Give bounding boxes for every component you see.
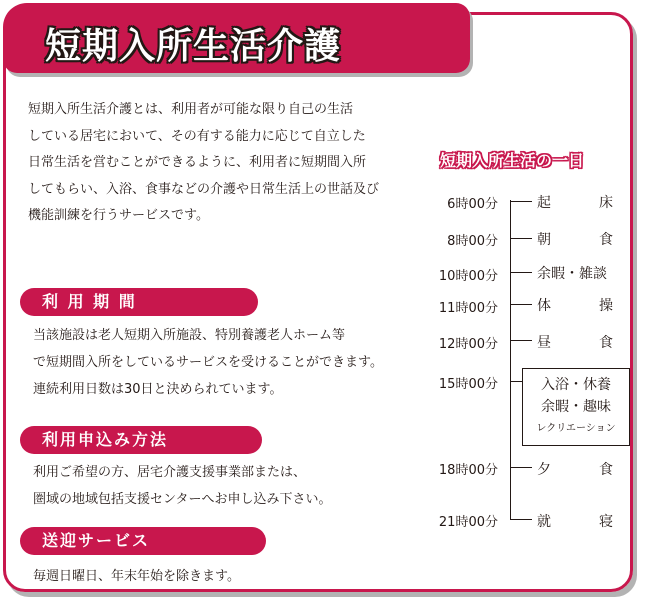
activity-line: 入浴・休養 (541, 377, 611, 393)
schedule-title: 短期入所生活の一日 (440, 151, 585, 170)
schedule-time: 8時00分 (447, 234, 498, 249)
section-body-transport (33, 563, 240, 590)
activity-char: 起 (537, 195, 551, 211)
activity-char: 操 (599, 298, 613, 314)
schedule-time: 11時00分 (438, 301, 498, 316)
timeline-tick (510, 201, 532, 202)
section-heading-transport: 送迎サービス (20, 527, 266, 555)
section-heading-application: 利用申込み方法 (20, 426, 262, 454)
title-banner (3, 3, 470, 73)
activity-char: 体 (537, 298, 551, 314)
schedule-activity-box (522, 368, 630, 446)
schedule-activity (537, 459, 613, 479)
timeline-tick (510, 272, 532, 273)
timeline-tick (510, 467, 532, 468)
timeline-tick (510, 304, 532, 305)
activity-char: 寝 (599, 514, 613, 530)
intro-line: 短期入所生活介護とは、利用者が可能な限り自己の生活 (28, 102, 354, 117)
section-line: 連続利用日数は30日と決められています。 (33, 382, 283, 397)
section-line: 毎週日曜日、年末年始を除きます。 (33, 569, 240, 584)
activity-char: 昼 (537, 335, 551, 351)
schedule-activity (537, 192, 613, 212)
section-heading-usage-period: 利 用 期 間 (20, 288, 258, 316)
activity-line: レクリエーション (536, 423, 616, 434)
schedule-time: 6時00分 (447, 197, 498, 212)
activity-line: 余暇・趣味 (541, 399, 611, 415)
intro-line: 日常生活を営むことができるように、利用者に短期間入所 (28, 155, 367, 170)
activity-char: 朝 (537, 232, 551, 248)
schedule-activity (537, 263, 613, 283)
activity-char: 就 (537, 514, 551, 530)
schedule-time: 12時00分 (438, 337, 498, 352)
schedule-time: 10時00分 (438, 269, 498, 284)
intro-line: 機能訓練を行うサービスです。 (28, 208, 209, 223)
intro-line: している居宅において、その有する能力に応じて自立した (28, 128, 366, 144)
activity-char: 床 (599, 195, 613, 211)
schedule-activity (537, 229, 613, 249)
page-title: 短期入所生活介護 (45, 26, 342, 67)
section-line: 当該施設は老人短期入所施設、特別養護老人ホーム等 (33, 328, 346, 343)
schedule-time: 15時00分 (438, 377, 498, 392)
section-line: 圏域の地域包括支援センターへお申し込み下さい。 (33, 492, 332, 507)
activity-char: 食 (599, 335, 613, 351)
intro-paragraph (28, 97, 388, 230)
section-line: で短期間入所をしているサービスを受けることができます。 (33, 355, 383, 370)
intro-line: してもらい、入浴、食事などの介護や日常生活上の世話及び (28, 181, 380, 197)
timeline-tick (510, 381, 522, 382)
timeline-tick (510, 238, 532, 239)
section-body-usage-period (33, 322, 383, 403)
activity-char: 食 (599, 462, 613, 478)
schedule-activity (537, 295, 613, 315)
schedule-time: 18時00分 (438, 463, 498, 478)
timeline-tick (510, 519, 532, 520)
timeline-tick (510, 340, 532, 341)
section-line: 利用ご希望の方、居宅介護支援事業部または、 (33, 465, 307, 480)
activity-char: 夕 (537, 462, 551, 478)
schedule-time: 21時00分 (438, 515, 498, 530)
timeline-line (510, 200, 511, 520)
schedule-activity (537, 332, 613, 352)
section-body-application (33, 459, 331, 513)
activity-text: 余暇・雑談 (537, 266, 607, 282)
schedule-activity (537, 511, 613, 531)
activity-char: 食 (599, 232, 613, 248)
